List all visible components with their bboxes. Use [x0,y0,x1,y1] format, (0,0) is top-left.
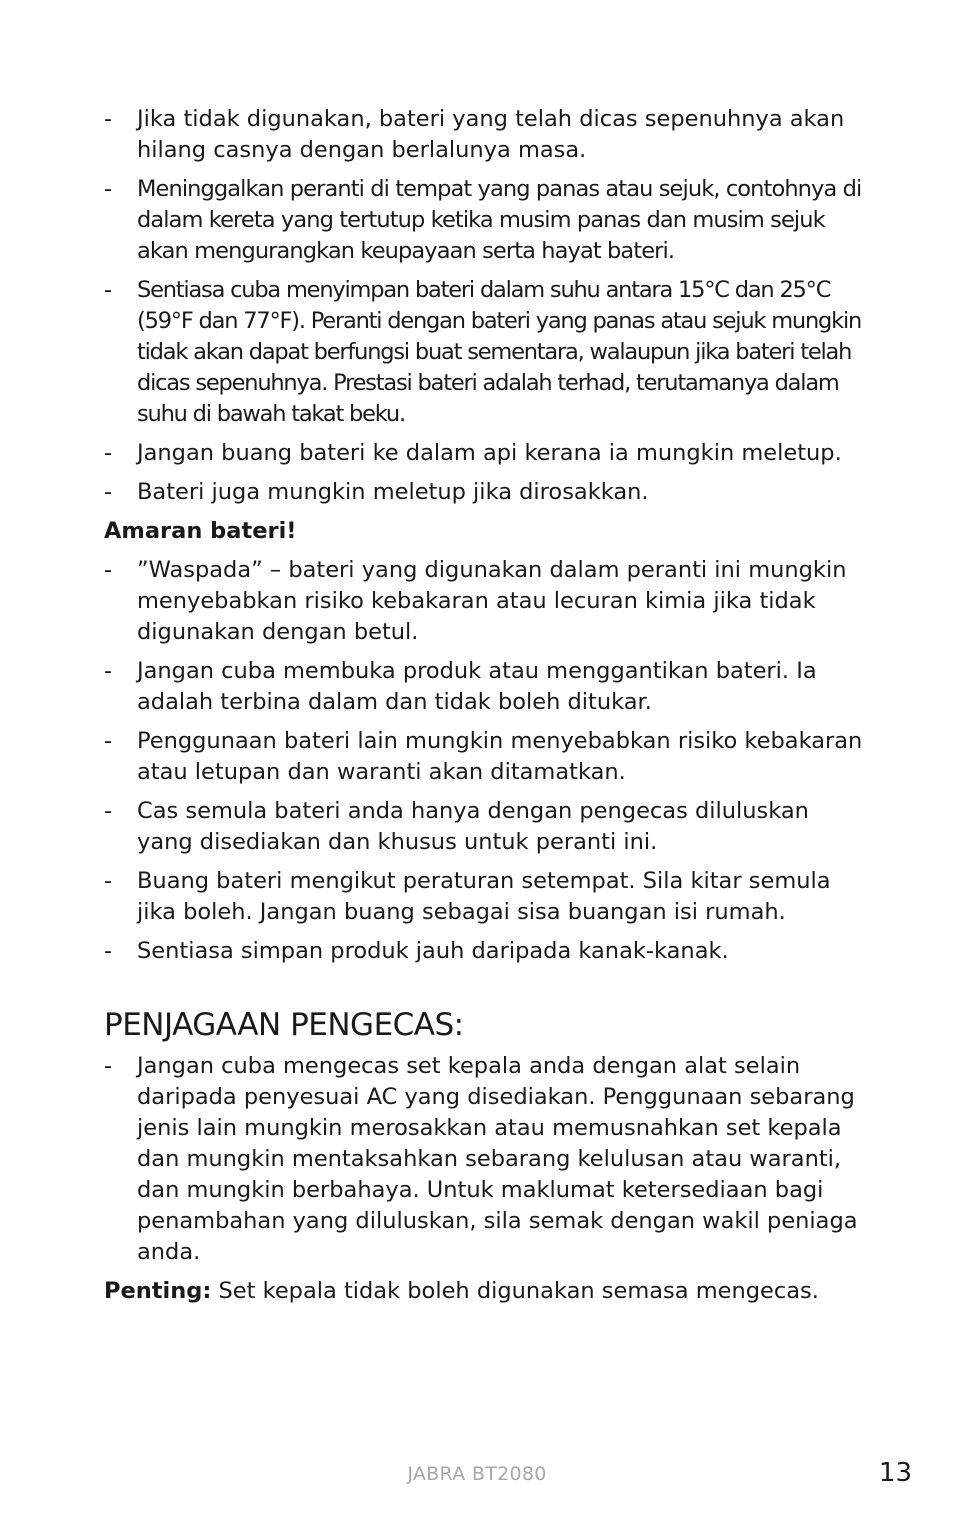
charger-care-heading: PENJAGAAN PENGECAS: [104,1007,464,1043]
list-item [104,936,864,967]
battery-care-list [104,104,864,508]
bullet-dash: - [104,1053,113,1079]
bullet-dash: - [104,277,111,303]
list-item [104,275,864,430]
list-item [104,477,864,508]
list-item-text: Jangan cuba membuka produk atau menggantikan bateri. Ia adalah terbina dalam dan tidak boleh ditukar. [137,658,817,715]
battery-warning-heading: Amaran bateri! [104,518,297,544]
battery-warning-list [104,555,864,967]
bullet-dash: - [104,557,113,583]
list-item [104,555,864,648]
important-note [104,1276,864,1307]
list-item-text: Sentiasa cuba menyimpan bateri dalam suhu antara 15°C dan 25°C (59°F dan 77°F). Peranti dengan bateri yang panas atau sejuk mungkin tidak akan dapat berfungsi buat sementara, walaupun jika bateri telah dicas sepenuhnya. Prestasi bateri adalah terhad, terutamanya dalam suhu di bawah takat beku. [137,277,862,427]
bullet-dash: - [104,106,113,132]
bullet-dash: - [104,938,113,964]
list-item-text: Meninggalkan peranti di tempat yang panas atau sejuk, contohnya di dalam kereta yang tertutup ketika musim panas dan musim sejuk akan mengurangkan keupayaan serta hayat bateri. [137,176,862,264]
list-item-text: Cas semula bateri anda hanya dengan pengecas diluluskan yang disediakan dan khusus untuk peranti ini. [137,798,809,855]
list-item-text: Sentiasa simpan produk jauh daripada kanak-kanak. [137,938,729,964]
list-item [104,726,864,788]
bullet-dash: - [104,176,112,202]
bullet-dash: - [104,440,113,466]
footer-brand: JABRA BT2080 [407,1463,547,1485]
page-content [104,104,864,1307]
list-item [104,866,864,928]
bullet-dash: - [104,479,113,505]
list-item-text: Bateri juga mungkin meletup jika dirosakkan. [137,479,649,505]
important-label: Penting: [104,1278,212,1304]
list-item-text: Jangan cuba mengecas set kepala anda dengan alat selain daripada penyesuai AC yang disediakan. Penggunaan sebarang jenis lain mungkin merosakkan atau memusnahkan set kepala dan mungkin mentaksahkan sebarang kelulusan atau waranti, dan mungkin berbahaya. Untuk maklumat ketersediaan bagi penambahan yang diluluskan, sila semak dengan wakil peniaga anda. [137,1053,858,1265]
bullet-dash: - [104,728,113,754]
list-item [104,438,864,469]
list-item-text: Jika tidak digunakan, bateri yang telah dicas sepenuhnya akan hilang casnya dengan berlalunya masa. [137,106,845,163]
bullet-dash: - [104,798,113,824]
page-number: 13 [878,1458,912,1488]
list-item-text: ”Waspada” – bateri yang digunakan dalam peranti ini mungkin menyebabkan risiko kebakaran atau lecuran kimia jika tidak digunakan dengan betul. [137,557,847,645]
bullet-dash: - [104,658,113,684]
list-item-text: Buang bateri mengikut peraturan setempat. Sila kitar semula jika boleh. Jangan buang sebagai sisa buangan isi rumah. [137,868,831,925]
list-item [104,796,864,858]
bullet-dash: - [104,868,113,894]
important-text: Set kepala tidak boleh digunakan semasa mengecas. [211,1278,819,1304]
list-item [104,104,864,166]
list-item [104,656,864,718]
list-item-text: Jangan buang bateri ke dalam api kerana ia mungkin meletup. [137,440,842,466]
list-item [104,174,864,267]
list-item-text: Penggunaan bateri lain mungkin menyebabkan risiko kebakaran atau letupan dan waranti akan ditamatkan. [137,728,863,785]
charger-care-list [104,1051,864,1268]
list-item [104,1051,864,1268]
